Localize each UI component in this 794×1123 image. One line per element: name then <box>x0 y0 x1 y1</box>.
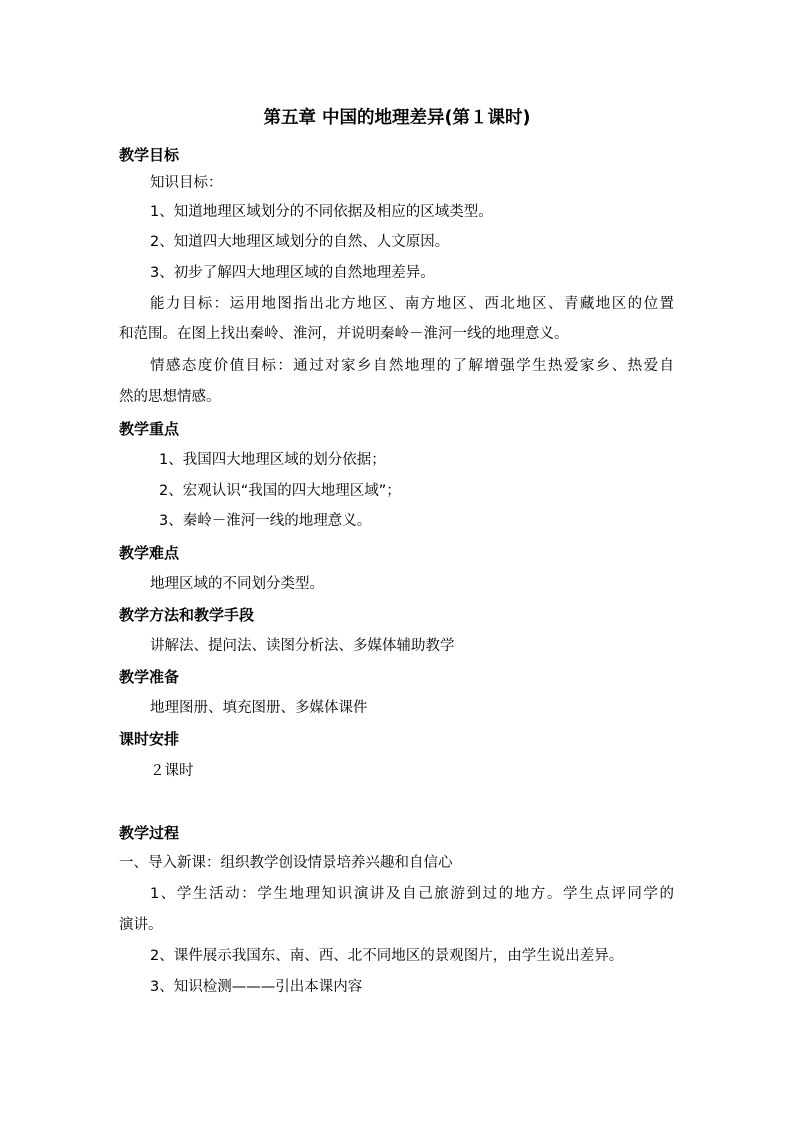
process-part-heading: 一、导入新课：组织教学创设情景培养兴趣和自信心 <box>119 855 453 871</box>
section-heading-preparation: 教学准备 <box>119 668 180 686</box>
process-item: 3、知识检测———引出本课内容 <box>150 979 363 995</box>
process-item: 2、课件展示我国东、南、西、北不同地区的景观图片，由学生说出差异。 <box>150 948 624 964</box>
methods-text: 讲解法、提问法、读图分析法、多媒体辅助教学 <box>150 638 455 654</box>
section-heading-difficulties: 教学难点 <box>119 544 180 562</box>
process-item-line: 1、学生活动：学生地理知识演讲及自己旅游到过的地方。学生点评同学的 <box>150 886 674 902</box>
key-point-item: 1、我国四大地理区域的划分依据； <box>159 452 386 468</box>
emotion-goal-line: 情感态度价值目标：通过对家乡自然地理的了解增强学生热爱家乡、热爱自 <box>150 358 674 374</box>
knowledge-goal-item: 2、知道四大地理区域划分的自然、人文原因。 <box>150 234 450 250</box>
ability-goal-line: 能力目标：运用地图指出北方地区、南方地区、西北地区、青藏地区的位置 <box>150 296 674 312</box>
emotion-goal-line: 然的思想情感。 <box>119 389 221 405</box>
section-heading-methods: 教学方法和教学手段 <box>119 606 255 624</box>
section-heading-key-points: 教学重点 <box>119 420 180 438</box>
schedule-text: ２课时 <box>150 763 194 779</box>
preparation-text: 地理图册、填充图册、多媒体课件 <box>150 700 368 716</box>
section-heading-schedule: 课时安排 <box>119 730 180 748</box>
section-heading-goals: 教学目标 <box>119 146 180 164</box>
section-heading-process: 教学过程 <box>119 824 180 842</box>
knowledge-goal-item: 1、知道地理区域划分的不同依据及相应的区域类型。 <box>150 204 493 220</box>
difficulty-text: 地理区域的不同划分类型。 <box>150 576 324 592</box>
page-title: 第五章 中国的地理差异(第１课时) <box>263 108 531 128</box>
knowledge-goal-label: 知识目标： <box>150 175 223 191</box>
key-point-item: 2、宏观认识“我国的四大地理区域”； <box>159 483 401 499</box>
knowledge-goal-item: 3、初步了解四大地理区域的自然地理差异。 <box>150 265 435 281</box>
process-item-line: 演讲。 <box>119 917 163 933</box>
key-point-item: 3、秦岭－淮河一线的地理意义。 <box>159 513 372 529</box>
ability-goal-line: 和范围。在图上找出秦岭、淮河，并说明秦岭－淮河一线的地理意义。 <box>119 326 569 342</box>
